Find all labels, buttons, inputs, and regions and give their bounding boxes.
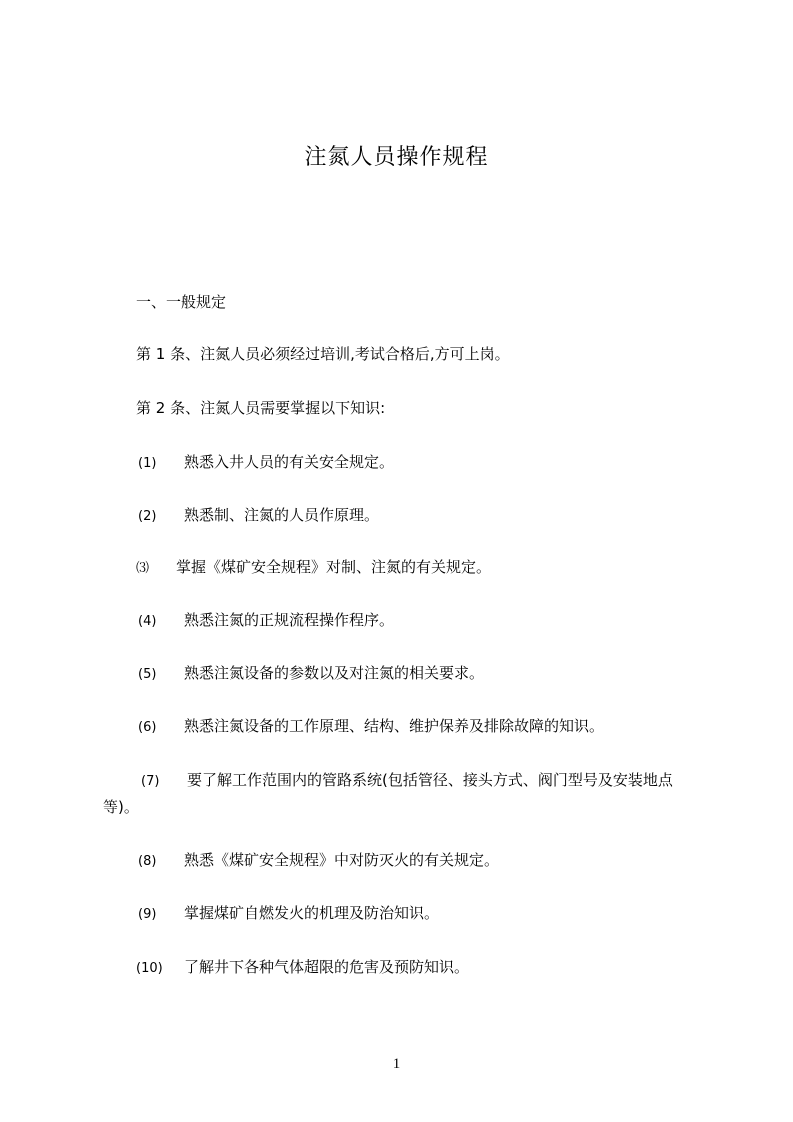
list-item-4 (138, 609, 394, 633)
list-item-number: (7) (141, 774, 160, 789)
list-item-text: 了解井下各种气体超限的危害及预防知识。 (184, 958, 470, 976)
list-item-number: (9) (138, 907, 157, 922)
list-item-text: 熟悉《煤矿安全规程》中对防灭火的有关规定。 (184, 851, 500, 869)
list-item-9 (138, 902, 439, 926)
list-item-number: (10) (136, 961, 163, 976)
list-item-7-continuation: 等)。 (103, 798, 139, 816)
list-item-text: 熟悉注氮的正规流程操作程序。 (184, 611, 395, 629)
list-item-number: (5) (138, 667, 157, 682)
list-item-10 (136, 956, 469, 980)
section-heading: 一、一般规定 (136, 293, 227, 311)
list-item-1 (138, 451, 394, 475)
list-item-2 (138, 504, 379, 528)
list-item-number: (2) (138, 509, 157, 524)
list-item-number: (6) (138, 720, 157, 735)
list-item-text: 熟悉制、注氮的人员作原理。 (184, 506, 380, 524)
list-item-text: 熟悉注氮设备的工作原理、结构、维护保养及排除故障的知识。 (184, 717, 605, 735)
page-title: 注氮人员操作规程 (304, 145, 489, 170)
list-item-text: 要了解工作范围内的管路系统(包括管径、接头方式、阀门型号及安装地点 (187, 771, 673, 789)
page-number: 1 (392, 1056, 401, 1072)
list-item-text: 熟悉入井人员的有关安全规定。 (184, 453, 395, 471)
list-item-number: (8) (138, 854, 157, 869)
list-item-5 (138, 662, 484, 686)
list-item-8 (138, 849, 499, 873)
article-1: 第 1 条、注氮人员必须经过培训,考试合格后,方可上岗。 (136, 345, 510, 363)
list-item-7 (141, 769, 673, 793)
list-item-text: 掌握煤矿自燃发火的机理及防治知识。 (184, 904, 440, 922)
list-item-3 (136, 556, 491, 580)
list-item-number: ⑶ (136, 561, 150, 576)
list-item-text: 掌握《煤矿安全规程》对制、注氮的有关规定。 (176, 558, 492, 576)
article-2: 第 2 条、注氮人员需要掌握以下知识: (136, 399, 386, 417)
list-item-number: (1) (138, 456, 157, 471)
list-item-number: (4) (138, 614, 157, 629)
list-item-text: 熟悉注氮设备的参数以及对注氮的相关要求。 (184, 664, 485, 682)
list-item-6 (138, 715, 604, 739)
